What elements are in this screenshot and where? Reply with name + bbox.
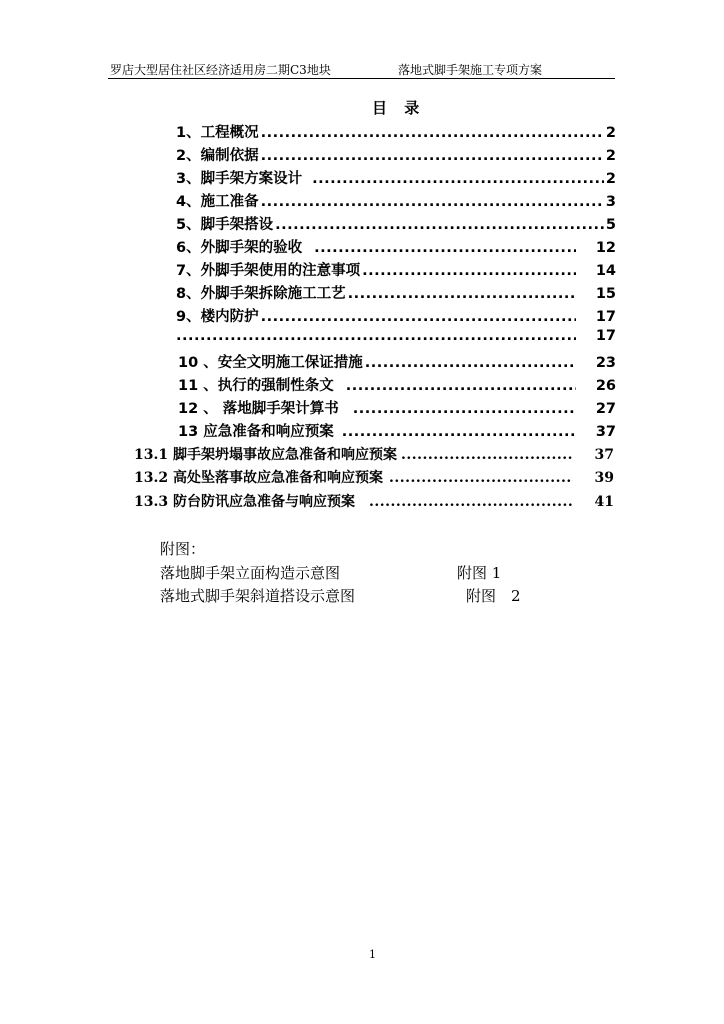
toc-entry[interactable] [176, 167, 616, 187]
toc-entry[interactable] [134, 491, 614, 511]
toc-entry[interactable] [176, 121, 616, 141]
toc-entry[interactable] [178, 397, 616, 417]
toc-entry[interactable] [176, 144, 616, 164]
toc-leader-dots [275, 217, 604, 233]
toc-leader-dots [369, 494, 573, 510]
toc-entry-label: 5、脚手架搭设 [176, 217, 274, 233]
toc-entry-page: 23 [595, 355, 616, 371]
toc-entry-label: 7、外脚手架使用的注意事项 [176, 263, 361, 279]
appendix-item-ref: 附图 1 [457, 564, 502, 582]
toc-entry[interactable] [134, 467, 614, 487]
toc-entry[interactable] [178, 374, 616, 394]
toc-entry-page: 5 [605, 217, 616, 233]
toc-entry-label: 13.3 防台防讯应急准备与响应预案 [134, 494, 355, 510]
toc-entry-page: 41 [594, 494, 614, 510]
toc-leader-dots [353, 401, 576, 417]
toc-leader-dots [261, 194, 604, 210]
toc-entry[interactable] [176, 213, 616, 233]
toc-entry-page: 17 [595, 328, 616, 344]
toc-entry[interactable] [176, 190, 616, 210]
toc-entry-label: 3、脚手架方案设计 [176, 171, 303, 187]
toc-entry-label: 2、编制依据 [176, 148, 259, 164]
toc-entry-label: 13.2 高处坠落事故应急准备和响应预案 [134, 470, 383, 486]
toc-leader-dots [261, 148, 604, 164]
page-number: 1 [369, 948, 376, 961]
toc-leader-dots [362, 263, 576, 279]
toc-entry-label: 9、楼内防护 [176, 309, 259, 325]
toc-entry-page: 26 [595, 378, 616, 394]
appendix-heading: 附图： [160, 540, 206, 558]
toc-entry-label: 6、外脚手架的验收 [176, 240, 303, 256]
header-divider [108, 78, 615, 79]
toc-entry-page: 27 [595, 401, 616, 417]
toc-entry-label: 1、工程概况 [176, 125, 259, 141]
toc-entry-page: 12 [595, 240, 616, 256]
toc-entry[interactable] [176, 305, 616, 325]
toc-entry-page: 37 [595, 424, 616, 440]
toc-leader-dots [312, 171, 604, 187]
appendix-item-name: 落地式脚手架斜道搭设示意图 [160, 587, 356, 605]
toc-entry-page: 17 [595, 309, 616, 325]
toc-leader-dots [314, 240, 576, 256]
toc-entry[interactable] [176, 236, 616, 256]
toc-entry-label: 10 、安全文明施工保证措施 [178, 355, 363, 371]
toc-leader-dots [389, 470, 573, 486]
header-project-name: 罗店大型居住社区经济适用房二期C3地块 [110, 63, 331, 77]
toc-entry-label: 4、施工准备 [176, 194, 259, 210]
toc-entry-page: 2 [605, 125, 616, 141]
appendix-item-name: 落地脚手架立面构造示意图 [160, 564, 341, 582]
toc-leader-dots [365, 355, 576, 371]
toc-leader-dots [261, 125, 604, 141]
toc-entry-page: 14 [595, 263, 616, 279]
toc-entry-page: 37 [594, 447, 614, 463]
toc-entry-page: 2 [605, 171, 616, 187]
toc-entry-page: 2 [605, 148, 616, 164]
toc-leader-dots [348, 286, 576, 302]
toc-entry-label: 12 、 落地脚手架计算书 [178, 401, 339, 417]
toc-entry[interactable] [178, 351, 616, 371]
toc-entry[interactable] [176, 259, 616, 279]
toc-leader-dots [261, 309, 576, 325]
toc-title: 目 录 [372, 99, 426, 117]
toc-entry[interactable] [176, 328, 616, 348]
toc-leader-dots [176, 328, 576, 344]
toc-entry[interactable] [178, 420, 616, 440]
toc-entry-page: 39 [594, 470, 614, 486]
toc-entry-page: 3 [605, 194, 616, 210]
toc-entry-label: 13.1 脚手架坍塌事故应急准备和响应预案 [134, 447, 397, 463]
toc-entry[interactable] [134, 444, 614, 464]
toc-entry-label: 13 应急准备和响应预案 [178, 424, 334, 440]
appendix-item-ref: 附图 2 [466, 587, 521, 605]
toc-leader-dots [346, 378, 576, 394]
toc-entry[interactable] [176, 282, 616, 302]
toc-entry-page: 15 [595, 286, 616, 302]
toc-leader-dots [401, 447, 573, 463]
toc-entry-label: 11 、执行的强制性条文 [178, 378, 334, 394]
toc-entry-label: 8、外脚手架拆除施工工艺 [176, 286, 346, 302]
header-document-title: 落地式脚手架施工专项方案 [398, 63, 543, 77]
toc-leader-dots [342, 424, 576, 440]
